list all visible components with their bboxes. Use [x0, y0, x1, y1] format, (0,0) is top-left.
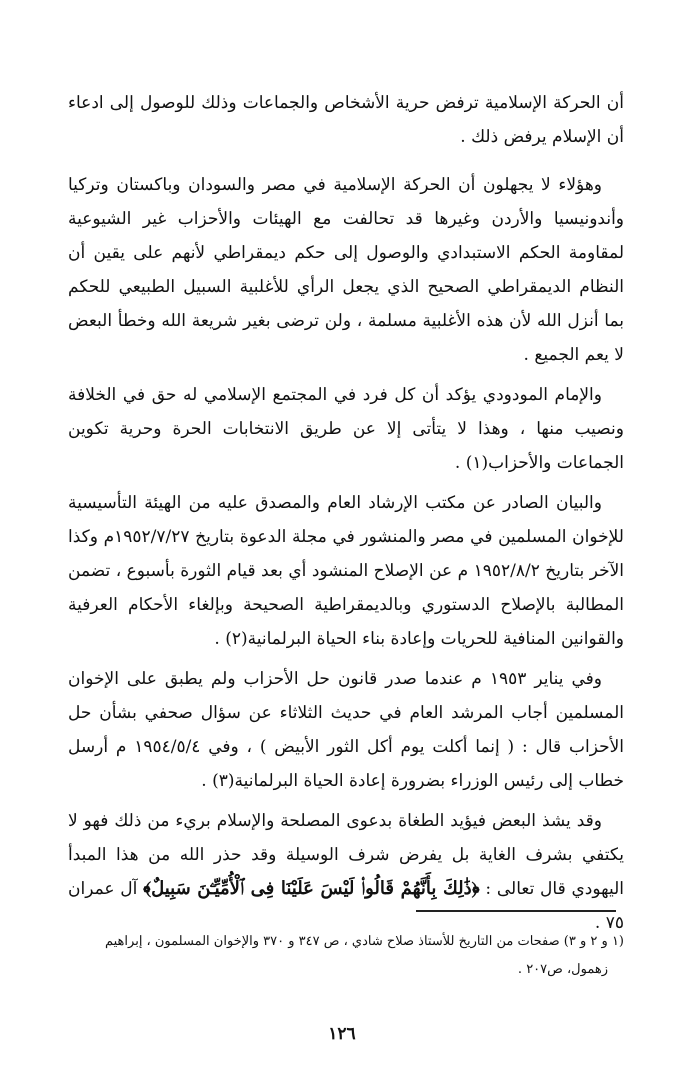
- verse-reference: آل عمران ٧٥ .: [68, 879, 624, 933]
- paragraph: [68, 168, 624, 372]
- paragraph: [68, 486, 624, 656]
- paragraph-text: والبيان الصادر عن مكتب الإرشاد العام والمصدق عليه من الهيئة التأسيسية للإخوان المسلمين في مصر والمنشور في مجلة الدعوة بتاريخ ١٩٥٢/٧/٢٧م وكذا الآخر بتاريخ ١٩٥٢/٨/٢ م عن الإصلاح المنشود أي بعد قيام الثورة بأسبوع ، تضمن المطالبة بالإصلاح الدستوري وبالديمقراطية الصحيحة وبإلغاء الأحكام العرفية والقوانين المنافية للحريات وإعادة بناء الحياة البرلمانية(٢) .: [68, 493, 624, 649]
- footnote-separator: [416, 910, 616, 912]
- paragraph: [68, 378, 624, 480]
- paragraph-text: وقد يشذ البعض فيؤيد الطغاة بدعوى المصلحة والإسلام بريء من ذلك فهو لا يكتفي بشرف الغاية بل يفرض شرف الوسيلة وقد حذر الله من هذا المبدأ اليهودي قال تعالى :: [68, 811, 624, 899]
- footnote-line: زهمول، ص٢٠٧ .: [517, 962, 608, 977]
- paragraph: [68, 804, 624, 940]
- paragraph-text: وفي يناير ١٩٥٣ م عندما صدر قانون حل الأحزاب ولم يطبق على الإخوان المسلمين أجاب المرشد العام في حديث الثلاثاء عن سؤال صحفي بشأن حل الأحزاب قال : ( إنما أكلت يوم أكل الثور الأبيض ) ، وفي ١٩٥٤/٥/٤ م أرسل خطاب إلى رئيس الوزراء بضرورة إعادة الحياة البرلمانية(٣) .: [68, 669, 624, 791]
- page-number: ١٢٦: [328, 1024, 356, 1044]
- quran-verse: ﴿ذَٰلِكَ بِأَنَّهُمْ قَالُوا۟ لَيْسَ عَلَيْنَا فِى ٱلْأُمِّيِّـۧنَ سَبِيلٌ﴾: [143, 878, 480, 899]
- body-text: [68, 86, 624, 946]
- footnote: [68, 928, 624, 984]
- paragraph-text: وهؤلاء لا يجهلون أن الحركة الإسلامية في مصر والسودان وباكستان وتركيا وأندونيسيا والأردن وغيرها قد تحالفت مع الهيئات والأحزاب غير الشيوعية لمقاومة الحكم الاستبدادي والوصول إلى حكم ديمقراطي لأنهم على يقين أن النظام الديمقراطي الصحيح الذي يجعل الرأي للأغلبية السبيل الطبيعي للحكم بما أنزل الله لأن هذه الأغلبية مسلمة ، ولن ترضى بغير شريعة الله وخطأ البعض لا يعم الجميع .: [68, 175, 624, 365]
- paragraph: أن الحركة الإسلامية ترفض حرية الأشخاص والجماعات وذلك للوصول إلى ادعاء أن الإسلام يرفض ذلك .: [68, 93, 624, 147]
- paragraph: [68, 662, 624, 798]
- footnote-line: (١ و ٢ و ٣) صفحات من التاريخ للأستاذ صلاح شادي ، ص ٣٤٧ و ٣٧٠ والإخوان المسلمون ، إبراهيم: [104, 934, 624, 949]
- paragraph-text: والإمام المودودي يؤكد أن كل فرد في المجتمع الإسلامي له حق في الخلافة ونصيب منها ، وهذا لا يتأتى إلا عن طريق الانتخابات الحرة وحرية تكوين الجماعات والأحزاب(١) .: [68, 385, 624, 473]
